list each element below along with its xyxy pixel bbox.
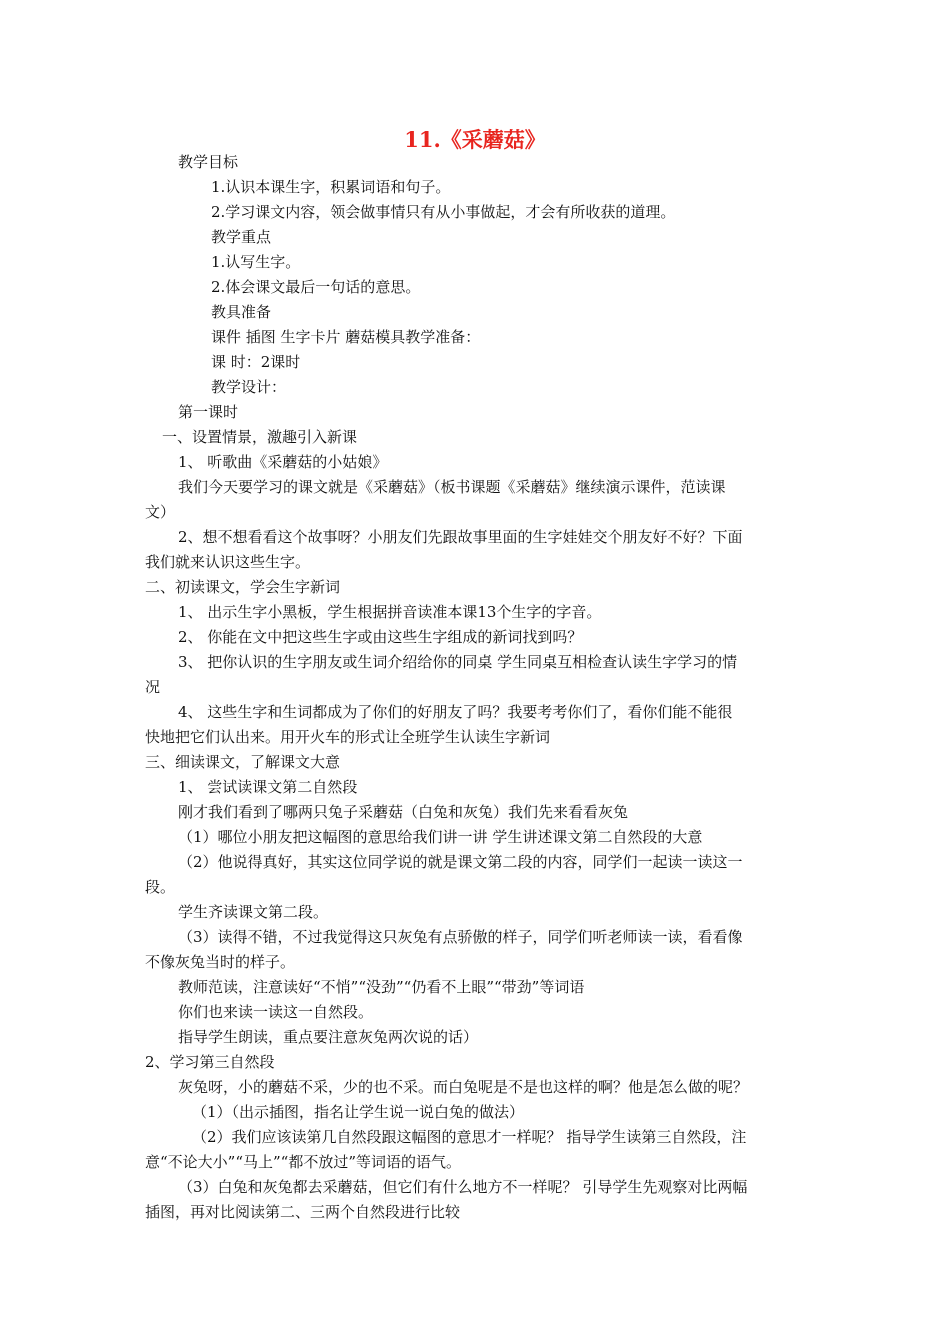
- paragraph-line: 意“不论大小”“马上”“都不放过”等词语的语气。: [145, 1153, 462, 1171]
- paragraph-line: 插图，再对比阅读第二、三两个自然段进行比较: [145, 1203, 461, 1221]
- document-title: 11.《采蘑菇》: [404, 127, 546, 152]
- paragraph-line: 2、想不想看看这个故事呀？小朋友们先跟故事里面的生字娃娃交个朋友好不好？下面: [178, 528, 743, 546]
- section-heading: 教具准备: [211, 303, 272, 321]
- section-heading: 教学设计：: [211, 378, 287, 396]
- paragraph-line: 3、 把你认识的生字朋友或生词介绍给你的同桌 学生同桌互相检查认读生字学习的情: [178, 653, 738, 671]
- section-heading: 第一课时: [178, 403, 239, 421]
- paragraph-line: 1.认写生字。: [211, 253, 301, 271]
- paragraph-line: 1.认识本课生字，积累词语和句子。: [211, 178, 451, 196]
- paragraph-line: 不像灰兔当时的样子。: [145, 953, 296, 971]
- paragraph-line: 你们也来读一读这一自然段。: [178, 1003, 374, 1021]
- section-heading: 教学目标: [178, 153, 239, 171]
- paragraph-line: （3）读得不错，不过我觉得这只灰兔有点骄傲的样子，同学们听老师读一读，看看像: [178, 928, 743, 946]
- paragraph-line: （2）我们应该读第几自然段跟这幅图的意思才一样呢？ 指导学生读第三自然段，注: [192, 1128, 747, 1146]
- paragraph-line: 刚才我们看到了哪两只兔子采蘑菇（白兔和灰兔）我们先来看看灰兔: [178, 803, 629, 821]
- section-heading: 2、学习第三自然段: [145, 1053, 275, 1071]
- paragraph-line: 我们今天要学习的课文就是《采蘑菇》（板书课题《采蘑菇》继续演示课件，范读课: [178, 478, 726, 496]
- section-heading: 一、设置情景，激趣引入新课: [162, 428, 358, 446]
- paragraph-line: 课 时：2课时: [211, 353, 301, 371]
- paragraph-line: 灰兔呀，小的蘑菇不采，少的也不采。而白兔呢是不是也这样的啊？他是怎么做的呢？: [178, 1078, 749, 1096]
- paragraph-line: （1）哪位小朋友把这幅图的意思给我们讲一讲 学生讲述课文第二自然段的大意: [178, 828, 703, 846]
- section-heading: 二、初读课文，学会生字新词: [145, 578, 341, 596]
- paragraph-line: 我们就来认识这些生字。: [145, 553, 311, 571]
- paragraph-line: 1、 听歌曲《采蘑菇的小姑娘》: [178, 453, 388, 471]
- section-heading: 三、细读课文，了解课文大意: [145, 753, 341, 771]
- paragraph-line: 2.体会课文最后一句话的意思。: [211, 278, 421, 296]
- paragraph-line: （3）白兔和灰兔都去采蘑菇，但它们有什么地方不一样呢？ 引导学生先观察对比两幅: [178, 1178, 748, 1196]
- paragraph-line: （1）（出示插图，指名让学生说一说白兔的做法）: [192, 1103, 525, 1121]
- paragraph-line: 教师范读，注意读好“不悄”“没劲”“仍看不上眼”“带劲”等词语: [178, 978, 585, 996]
- paragraph-line: 文）: [145, 503, 176, 521]
- paragraph-line: 4、 这些生字和生词都成为了你们的好朋友了吗？我要考考你们了，看你们能不能很: [178, 703, 733, 721]
- paragraph-line: 快地把它们认出来。用开火车的形式让全班学生认读生字新词: [145, 728, 551, 746]
- paragraph-line: 2.学习课文内容，领会做事情只有从小事做起，才会有所收获的道理。: [211, 203, 676, 221]
- paragraph-line: 学生齐读课文第二段。: [178, 903, 329, 921]
- paragraph-line: 段。: [145, 878, 176, 896]
- paragraph-line: 况: [145, 678, 161, 696]
- paragraph-line: 课件 插图 生字卡片 蘑菇模具教学准备：: [211, 328, 481, 346]
- paragraph-line: （2）他说得真好，其实这位同学说的就是课文第二段的内容，同学们一起读一读这一: [178, 853, 743, 871]
- paragraph-line: 1、 尝试读课文第二自然段: [178, 778, 358, 796]
- paragraph-line: 1、 出示生字小黑板，学生根据拼音读准本课13个生字的字音。: [178, 603, 602, 621]
- paragraph-line: 指导学生朗读，重点要注意灰兔两次说的话）: [178, 1028, 479, 1046]
- section-heading: 教学重点: [211, 228, 272, 246]
- paragraph-line: 2、 你能在文中把这些生字或由这些生字组成的新词找到吗？: [178, 628, 583, 646]
